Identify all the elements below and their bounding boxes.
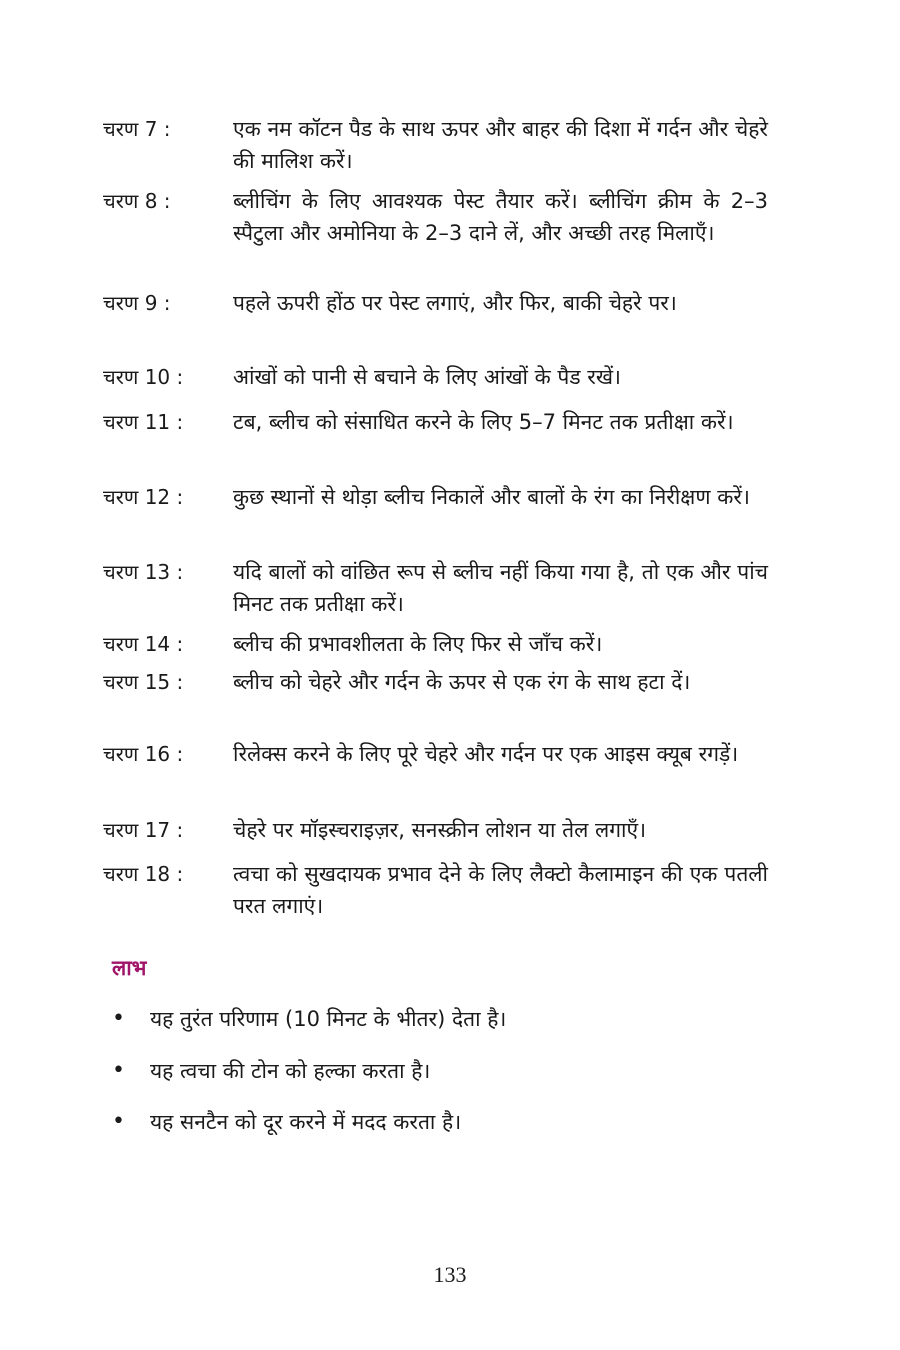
- step-text: रिलेक्स करने के लिए पूरे चेहरे और गर्दन पर एक आइस क्यूब रगड़ें।: [233, 742, 739, 766]
- step-text: टब, ब्लीच को संसाधित करने के लिए 5–7 मिनट तक प्रतीक्षा करें।: [233, 410, 734, 434]
- step-9: [103, 287, 768, 319]
- step-10: [103, 361, 768, 393]
- step-label: चरण 16 :: [103, 742, 184, 766]
- step-7: [103, 113, 768, 177]
- step-16: [103, 738, 768, 770]
- step-label: चरण 11 :: [103, 410, 184, 434]
- step-8: [103, 185, 768, 249]
- bullet-text: यह त्वचा की टोन को हल्का करता है।: [150, 1059, 431, 1083]
- step-18: [103, 858, 768, 922]
- list-item: [112, 1002, 772, 1036]
- bullet-text: यह सनटैन को दूर करने में मदद करता है।: [150, 1110, 462, 1134]
- step-label: चरण 13 :: [103, 560, 184, 584]
- step-label: चरण 14 :: [103, 632, 184, 656]
- step-label: चरण 10 :: [103, 365, 184, 389]
- step-text: ब्लीचिंग के लिए आवश्यक पेस्ट तैयार करें। ब्लीचिंग क्रीम के 2–3 स्पैटुला और अमोनिया के 2–3 दाने लें, और अच्छी तरह मिलाएँ।: [233, 189, 768, 245]
- step-14: [103, 628, 768, 660]
- step-11: [103, 406, 768, 438]
- step-label: चरण 8 :: [103, 189, 171, 213]
- list-item: [112, 1105, 772, 1139]
- benefits-heading: लाभ: [112, 956, 147, 980]
- list-item: [112, 1054, 772, 1088]
- step-text: चेहरे पर मॉइस्चराइज़र, सनस्क्रीन लोशन या तेल लगाएँ।: [233, 818, 647, 842]
- step-17: [103, 814, 768, 846]
- bullet-icon: •: [112, 1006, 125, 1031]
- page-number: 133: [433, 1262, 467, 1287]
- bullet-icon: •: [112, 1058, 125, 1083]
- bullet-text: यह तुरंत परिणाम (10 मिनट के भीतर) देता है।: [150, 1007, 507, 1031]
- step-label: चरण 12 :: [103, 485, 184, 509]
- step-text: ब्लीच की प्रभावशीलता के लिए फिर से जाँच करें।: [233, 632, 603, 656]
- bullet-icon: •: [112, 1109, 125, 1134]
- step-text: आंखों को पानी से बचाने के लिए आंखों के पैड रखें।: [233, 365, 621, 389]
- step-label: चरण 9 :: [103, 291, 171, 315]
- step-text: त्वचा को सुखदायक प्रभाव देने के लिए लैक्टो कैलामाइन की एक पतली परत लगाएं।: [233, 862, 768, 918]
- step-text: ब्लीच को चेहरे और गर्दन के ऊपर से एक रंग के साथ हटा दें।: [233, 670, 691, 694]
- step-15: [103, 666, 768, 698]
- step-12: [103, 481, 768, 513]
- step-label: चरण 7 :: [103, 117, 171, 141]
- step-label: चरण 18 :: [103, 862, 184, 886]
- step-label: चरण 17 :: [103, 818, 184, 842]
- step-text: कुछ स्थानों से थोड़ा ब्लीच निकालें और बालों के रंग का निरीक्षण करें।: [233, 485, 750, 509]
- step-13: [103, 556, 768, 620]
- step-text: एक नम कॉटन पैड के साथ ऊपर और बाहर की दिशा में गर्दन और चेहरे की मालिश करें।: [233, 117, 768, 173]
- step-text: पहले ऊपरी होंठ पर पेस्ट लगाएं, और फिर, बाकी चेहरे पर।: [233, 291, 677, 315]
- step-label: चरण 15 :: [103, 670, 184, 694]
- step-text: यदि बालों को वांछित रूप से ब्लीच नहीं किया गया है, तो एक और पांच मिनट तक प्रतीक्षा करें।: [233, 560, 768, 616]
